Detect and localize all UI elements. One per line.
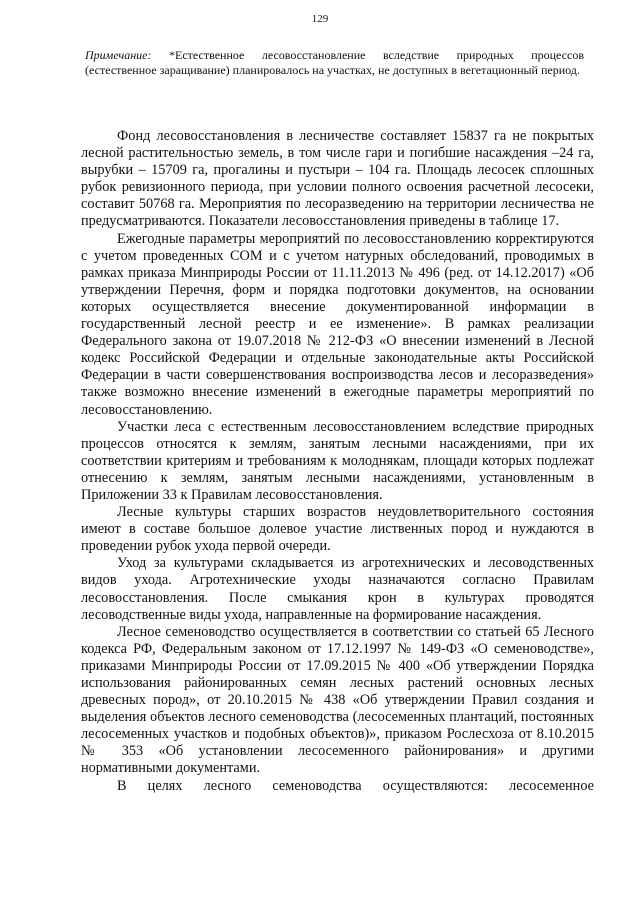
paragraph-culture-care: Уход за культурами складывается из агротехнических и лесоводственных видов ухода. Агротехнические уходы назначаются согласно Правилам лесовосстановления. После смыкания крон в культурах проводятся лесоводственные виды ухода, направленные на формирование насаждения.	[81, 555, 594, 623]
page-number: 129	[311, 13, 329, 25]
paragraph-natural-regeneration: Участки леса с естественным лесовосстановлением вследствие природных процессов относятся к землям, занятым лесными насаждениями, при их соответствии критериям и требованиям к молоднякам, площади которых подлежат отнесению к землям, занятым лесными насаждениями, установленным в Приложении 33 к Правилам лесовосстановления.	[81, 418, 594, 503]
paragraph-seed-production: Лесное семеноводство осуществляется в соответствии со статьей 65 Лесного кодекса РФ, Федеральным законом от 17.12.1997 № 149-ФЗ «О семеноводстве», приказами Минприроды России от 17.09.2015 № 400 «Об утверждении Порядка использования районированных семян лесных растений основных лесных древесных пород», от 20.10.2015 № 438 «Об утверждении Правил создания и выделения объектов лесного семеноводства (лесосеменных плантаций, постоянных лесосеменных участков и подобных объектов)», приказом Рослесхоза от 8.10.2015 № 353 «Об установлении лесосеменного районирования» и другими нормативными документами.	[81, 623, 594, 777]
table-note	[85, 48, 584, 77]
paragraph-older-cultures: Лесные культуры старших возрастов неудовлетворительного состояния имеют в составе большое долевое участие лиственных пород и нуждаются в проведении рубок ухода первой очереди.	[81, 504, 594, 555]
note-text: *Естественное лесовосстановление вследствие природных процессов (естественное заращивание) планировалось на участках, не доступных в вегетационный период.	[85, 48, 584, 77]
paragraph-seed-goals: В целях лесного семеноводства осуществляются: лесосеменное	[117, 777, 594, 794]
body-text	[81, 128, 594, 795]
note-label: Примечание:	[85, 48, 152, 62]
paragraph-annual-parameters: Ежегодные параметры мероприятий по лесовосстановлению корректируются с учетом проведенных СОМ и с учетом натурных обследований, проводимых в рамках приказа Минприроды России от 11.11.2013 № 496 (ред. от 14.12.2017) «Об утверждении Перечня, форм и порядка подготовки документов, на основании которых осуществляется внесение документированной информации в государственный лесной реестр и ее изменение». В рамках реализации Федерального закона от 19.07.2018 № 212-ФЗ «О внесении изменений в Лесной кодекс Российской Федерации и отдельные законодательные акты Российской Федерации в части совершенствования воспроизводства лесов и лесоразведения» также возможно внесение изменений в ежегодные параметры мероприятий по лесовосстановлению.	[81, 230, 594, 418]
paragraph-reforestation-fund: Фонд лесовосстановления в лесничестве составляет 15837 га не покрытых лесной растительностью земель, в том числе гари и погибшие насаждения –24 га, вырубки – 15709 га, прогалины и пустыри – 104 га. Площадь лесосек сплошных рубок ревизионного периода, при условии полного освоения расчетной лесосеки, составит 50768 га. Мероприятия по лесоразведению на территории лесничества не предусматриваются. Показатели лесовосстановления приведены в таблице 17.	[81, 128, 594, 230]
